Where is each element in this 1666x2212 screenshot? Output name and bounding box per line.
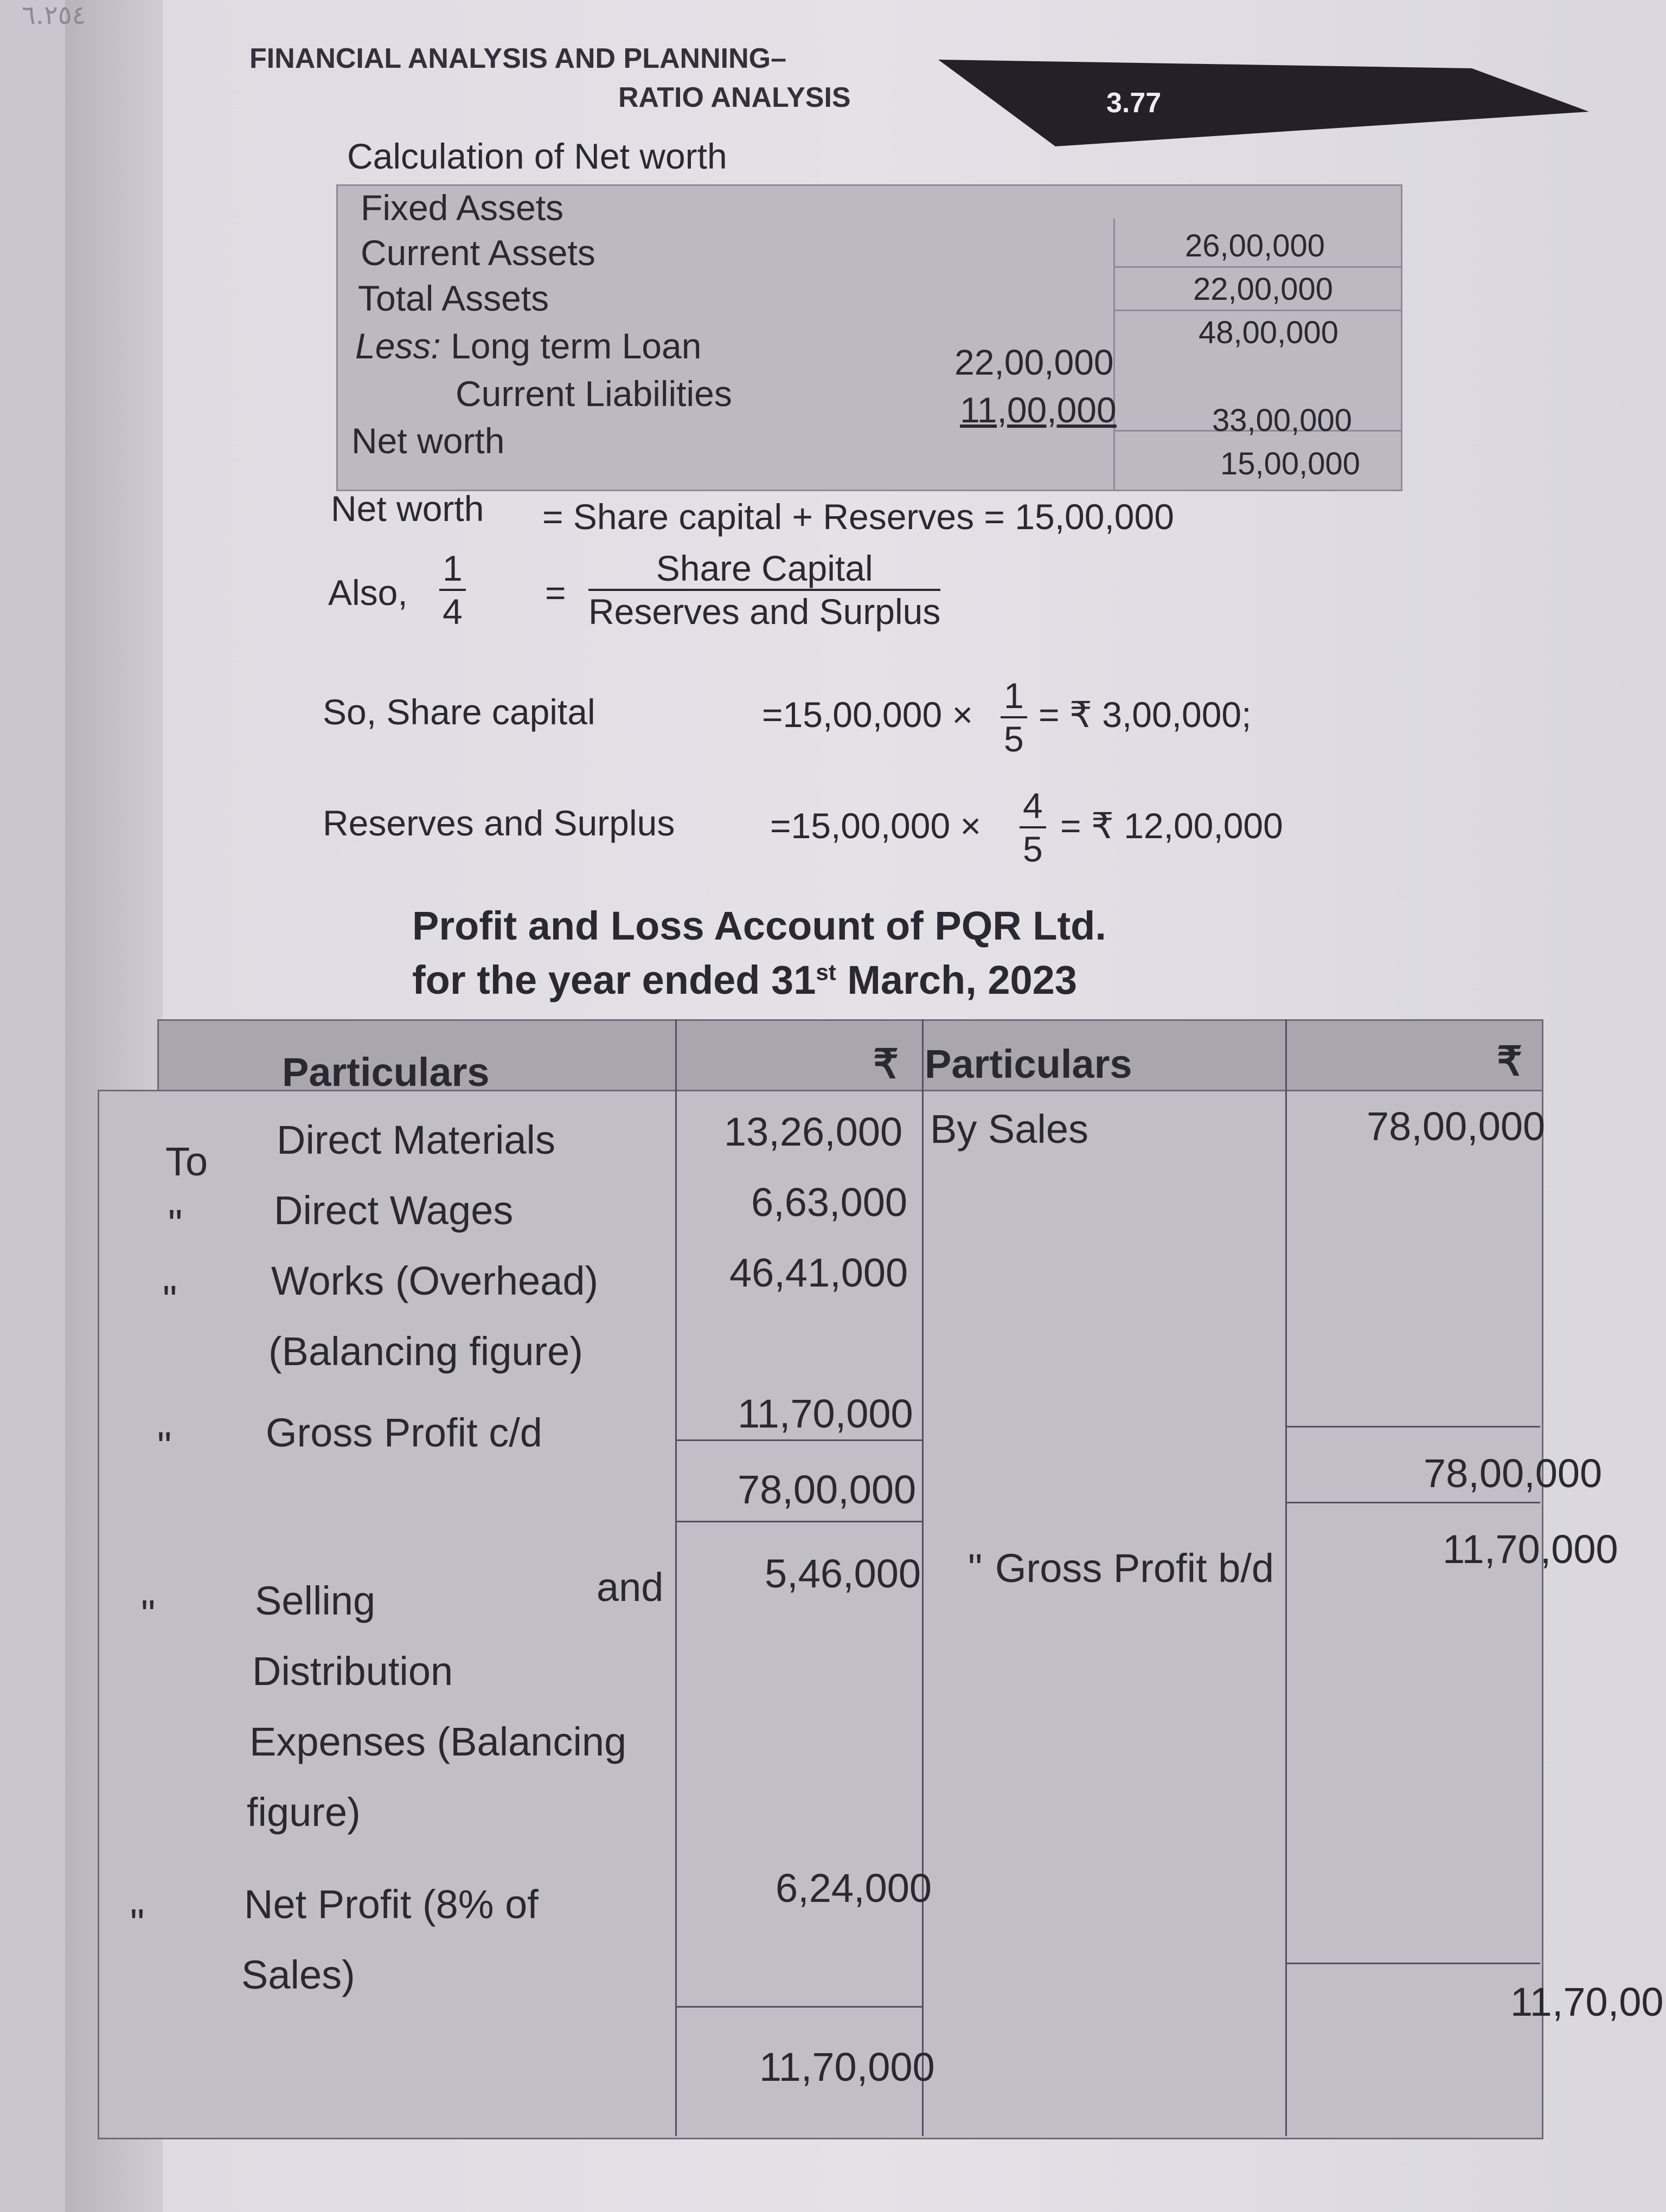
share-capital-label: So, Share capital [323, 692, 595, 732]
rule [1113, 310, 1401, 311]
rule [1113, 266, 1401, 268]
row-label: Net worth [351, 421, 505, 461]
selling-label: Selling [255, 1578, 376, 1623]
fraction-one-quarter: $\frac{1}{4}$ [439, 548, 466, 632]
ditto-mark: " [157, 1424, 172, 1469]
reserves-result: = ₹ 12,00,000 [1060, 806, 1283, 846]
gross-profit-bd-label: Gross Profit b/d [995, 1546, 1274, 1591]
gross-profit-bd-amount: 11,70,000 [1443, 1527, 1618, 1572]
row-value: 15,00,000 [1220, 446, 1361, 481]
direct-wages-label: Direct Wages [274, 1188, 514, 1233]
reserves-label: Reserves and Surplus [323, 803, 675, 843]
row-label: Current Liabilities [456, 374, 732, 414]
header-particulars-credit: Particulars [925, 1041, 1132, 1086]
pencil-margin-note: ٦.٢٥٤ [22, 0, 86, 30]
trading-total-debit: 78,00,000 [738, 1467, 917, 1512]
works-overhead-amount: 46,41,000 [729, 1250, 908, 1295]
direct-wages-amount: 6,63,000 [751, 1180, 908, 1225]
row-value: 26,00,000 [1185, 228, 1325, 263]
gross-profit-cd-label: Gross Profit c/d [266, 1410, 542, 1455]
column-divider [675, 1019, 677, 2136]
row-value: 22,00,000 [954, 342, 1114, 382]
pl-title: Profit and Loss Account of PQR Ltd. [412, 903, 1106, 948]
equals-sign: = [545, 573, 566, 613]
selling-and: and [597, 1565, 664, 1610]
row-label: Fixed Assets [361, 188, 564, 228]
fraction-four-fifths: $\frac{4}{5}$ [1020, 785, 1046, 870]
header-rupee-debit: ₹ [873, 1041, 899, 1086]
total-rule [1285, 1963, 1540, 1964]
selling-label-2: Distribution [252, 1649, 453, 1694]
net-worth-equation: = Share capital + Reserves = 15,00,000 [542, 497, 1174, 537]
also-label: Also, [328, 573, 408, 613]
net-worth-title: Calculation of Net worth [347, 136, 727, 176]
net-profit-label-2: Sales) [241, 1952, 355, 1997]
to-prefix: To [165, 1139, 208, 1184]
ditto-mark: " [168, 1201, 183, 1246]
selling-label-4: figure) [247, 1790, 361, 1835]
net-profit-label: Net Profit (8% of [244, 1882, 539, 1927]
net-worth-label: Net worth [331, 488, 484, 529]
column-divider [922, 1019, 924, 2136]
trading-total-credit: 78,00,000 [1424, 1451, 1603, 1496]
chapter-title: FINANCIAL ANALYSIS AND PLANNING– [249, 43, 787, 74]
page-number: 3.77 [1106, 87, 1162, 119]
ditto-mark: " [968, 1546, 983, 1591]
pl-subtitle: for the year ended 31st March, 2023 [412, 957, 1077, 1002]
selling-amount: 5,46,000 [765, 1551, 921, 1596]
section-title: RATIO ANALYSIS [618, 82, 851, 113]
by-sales-amount: 78,00,000 [1367, 1104, 1546, 1149]
pl-total-credit: 11,70,00 [1510, 1979, 1664, 2024]
row-label: Less: Long term Loan [355, 326, 702, 366]
total-rule [1285, 1502, 1540, 1503]
total-rule [675, 1439, 922, 1441]
total-rule [675, 2006, 922, 2008]
works-overhead-label: Works (Overhead) [271, 1258, 599, 1303]
column-divider [1285, 1019, 1287, 2136]
total-rule [1285, 1426, 1540, 1427]
ditto-mark: " [163, 1277, 177, 1322]
row-value: 22,00,000 [1193, 272, 1334, 307]
total-rule [675, 1521, 922, 1522]
ditto-mark: " [141, 1592, 156, 1637]
row-value: 48,00,000 [1199, 315, 1339, 350]
direct-materials-amount: 13,26,000 [724, 1109, 903, 1154]
balancing-figure-label: (Balancing figure) [268, 1329, 583, 1374]
reserves-calc: =15,00,000 × [770, 806, 982, 846]
ditto-mark: " [130, 1901, 145, 1946]
fraction-one-fifth: $\frac{1}{5}$ [1001, 675, 1027, 760]
row-label: Total Assets [358, 278, 549, 318]
header-particulars-debit: Particulars [282, 1050, 490, 1095]
share-capital-calc: =15,00,000 × [762, 695, 973, 735]
row-label: Current Assets [361, 233, 595, 273]
gross-profit-cd-amount: 11,70,000 [738, 1391, 913, 1436]
row-value: 33,00,000 [1212, 403, 1353, 438]
selling-label-3: Expenses (Balancing [249, 1719, 627, 1764]
direct-materials-label: Direct Materials [277, 1117, 555, 1162]
net-profit-amount: 6,24,000 [776, 1866, 932, 1911]
header-rupee-credit: ₹ [1497, 1039, 1523, 1084]
row-value: 11,00,000 [960, 390, 1117, 430]
share-capital-result: = ₹ 3,00,000; [1039, 695, 1252, 735]
by-sales-label: By Sales [930, 1107, 1089, 1152]
ratio-fraction: Share Capital Reserves and Surplus [588, 548, 941, 632]
pl-total-debit: 11,70,000 [759, 2044, 935, 2089]
